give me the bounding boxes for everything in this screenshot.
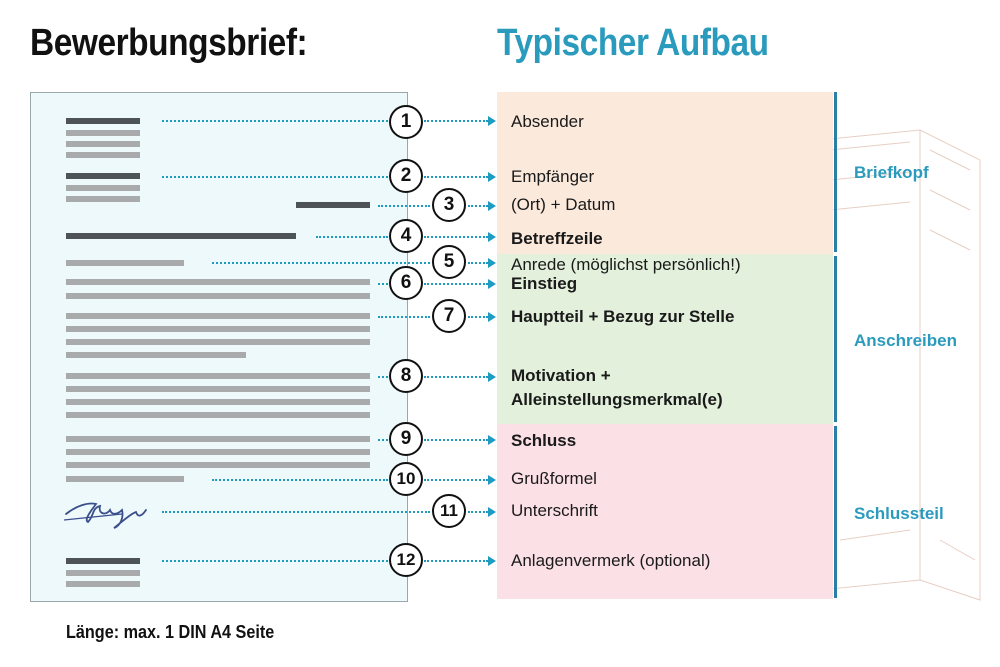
briefkopf-bracket [834,92,837,252]
step-label: Betreffzeile [511,229,603,248]
step-label: Absender [511,112,584,131]
arrow-icon [488,279,496,289]
arrow-icon [488,312,496,322]
step-number: 4 [389,219,423,253]
step-number: 7 [432,299,466,333]
sender-line [66,141,140,147]
recipient-line [66,185,140,191]
step-label: Anlagenvermerk (optional) [511,551,711,570]
intro-line [66,279,370,285]
sender-line [66,130,140,136]
connector-line [162,511,430,513]
body-line [66,352,246,358]
step-number: 11 [432,494,466,528]
connector-line [424,236,488,238]
page-subtitle: Typischer Aufbau [497,22,769,64]
date-line [296,202,370,208]
arrow-icon [488,556,496,566]
closing-line [66,449,370,455]
arrow-icon [488,201,496,211]
step-label: Anrede (möglichst persönlich!) [511,255,741,274]
step-label: Grußformel [511,469,597,488]
sender-line [66,152,140,158]
body-line [66,313,370,319]
section-label-anschreiben: Anschreiben [854,331,957,350]
arrow-icon [488,116,496,126]
step-number: 1 [389,105,423,139]
step-number: 12 [389,543,423,577]
sender-line [66,118,140,124]
step-label: Hauptteil + Bezug zur Stelle [511,307,735,326]
salutation-line [66,260,184,266]
body-line [66,339,370,345]
connector-line [468,262,488,264]
step-number: 5 [432,245,466,279]
anschreiben-bracket [834,256,837,422]
connector-line [424,120,488,122]
section-label-briefkopf: Briefkopf [854,163,929,182]
body-line [66,326,370,332]
closing-line [66,436,370,442]
section-label-schlussteil: Schlussteil [854,504,944,523]
connector-line [212,262,430,264]
greeting-line [66,476,184,482]
step-number: 8 [389,359,423,393]
attachment-line [66,558,140,564]
length-note: Länge: max. 1 DIN A4 Seite [66,622,275,642]
subject-line [66,233,296,239]
step-label: Unterschrift [511,501,598,520]
closing-line [66,462,370,468]
attachment-line [66,570,140,576]
motivation-line [66,412,370,418]
connector-line [424,176,488,178]
connector-line [468,205,488,207]
step-number: 10 [389,462,423,496]
motivation-line [66,399,370,405]
step-label: Einstieg [511,274,578,293]
connector-line [378,283,388,285]
arrow-icon [488,232,496,242]
connector-line [424,283,488,285]
connector-line [378,376,388,378]
arrow-icon [488,507,496,517]
step-label: Motivation + [511,366,611,385]
connector-line [316,236,388,238]
connector-line [424,560,488,562]
step-number: 6 [389,266,423,300]
motivation-line [66,386,370,392]
connector-line [424,479,488,481]
arrow-icon [488,372,496,382]
motivation-line [66,373,370,379]
connector-line [468,316,488,318]
signature-icon [62,492,152,532]
connector-line [162,120,388,122]
connector-line [424,439,488,441]
step-label: Schluss [511,431,577,450]
step-label: Empfänger [511,167,595,186]
connector-line [212,479,388,481]
connector-line [378,439,388,441]
step-number: 9 [389,422,423,456]
intro-line [66,293,370,299]
recipient-line [66,196,140,202]
recipient-line [66,173,140,179]
connector-line [424,376,488,378]
step-number: 3 [432,188,466,222]
connector-line [378,205,430,207]
connector-line [162,176,388,178]
schlussteil-bracket [834,426,837,598]
connector-line [162,560,388,562]
attachment-line [66,581,140,587]
arrow-icon [488,258,496,268]
connector-line [378,316,430,318]
arrow-icon [488,172,496,182]
step-number: 2 [389,159,423,193]
page-title: Bewerbungsbrief: [30,22,308,64]
arrow-icon [488,435,496,445]
step-label: (Ort) + Datum [511,195,616,214]
arrow-icon [488,475,496,485]
step-label-line2: Alleinstellungsmerkmal(e) [511,390,723,409]
connector-line [468,511,488,513]
